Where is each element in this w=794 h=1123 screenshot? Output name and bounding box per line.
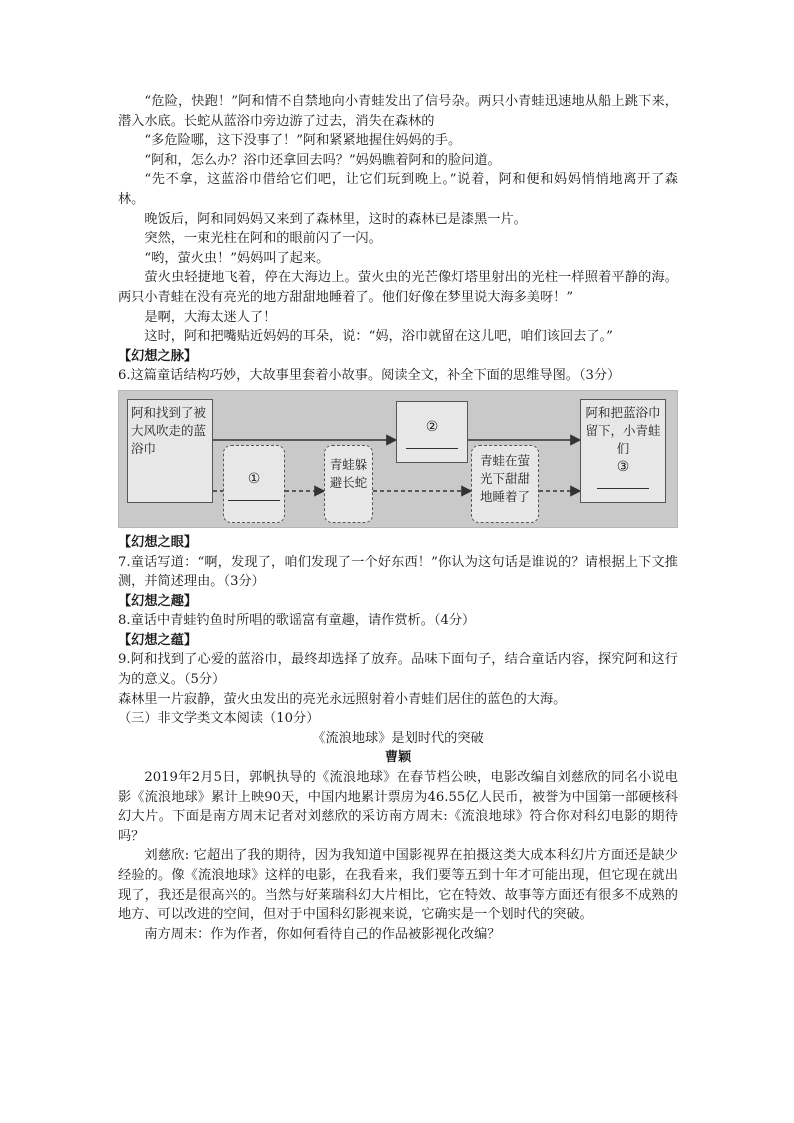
box-frog-hide-text: 青蛙躲避长蛇 [329,456,368,490]
box-frog-sleep-text: 青蛙在萤光下甜甜地睡着了 [479,452,530,504]
blank-1-number: ① [247,470,261,487]
mind-map-box-start [127,399,213,503]
question-7: 7.童话写道：“啊，发现了，咱们发现了一个好东西！”你认为这句话是谁说的？请根据上下文推测，并简述理由。（3分） [118,554,678,590]
story-paragraph: 晚饭后，阿和同妈妈又来到了森林里，这时的森林已是漆黑一片。 [144,211,527,227]
box-end-text: 阿和把蓝浴巾留下，小青蛙们 [585,404,661,456]
story-paragraph: “先不拿，这蓝浴巾借给它们吧，让它们玩到晚上。”说着，阿和便和妈妈悄悄地离开了森林。 [118,172,678,207]
article-author: 曹颖 [384,750,412,766]
story-paragraph: “哟，萤火虫！”妈妈叫了起来。 [144,250,330,266]
blank-2-number: ② [425,418,439,435]
mind-map-blank-2 [396,401,468,463]
mind-map-blank-1 [223,445,285,523]
blank-2-line [406,448,458,449]
section-header-yun: 【幻想之蕴】 [118,632,198,648]
section-header-yan: 【幻想之眼】 [118,534,198,550]
article-title: 《流浪地球》是划时代的突破 [312,730,484,746]
mind-map-box-end [580,399,666,503]
story-paragraph: 萤火虫轻捷地飞着，停在大海边上。萤火虫的光芒像灯塔里射出的光柱一样照着平静的海。两只小青蛙在没有亮光的地方甜甜地睡着了。他们好像在梦里说大海多美呀！” [118,270,678,305]
question-9-quote: 森林里一片寂静，萤火虫发出的亮光永远照射着小青蛙们居住的蓝色的大海。 [118,691,567,707]
question-9: 9.阿和找到了心爱的蓝浴巾，最终却选择了放弃。品味下面句子，结合童话内容，探究阿和这行为的意义。（5分） [118,652,678,688]
story-paragraph: “危险，快跑！”阿和情不自禁地向小青蛙发出了信号杂。两只小青蛙迅速地从船上跳下来，潜入水底。长蛇从蓝浴巾旁边游了过去，消失在森林的 [118,94,678,129]
story-paragraph: 是啊，大海太迷人了！ [144,309,277,325]
part-3-heading: （三）非文学类文本阅读（10分） [118,711,320,727]
question-6: 6.这篇童话结构巧妙，大故事里套着小故事。阅读全文，补全下面的思维导图。（3分） [118,368,621,384]
blank-1-line [228,500,280,501]
article-paragraph: 南方周末：作为作者，你如何看待自己的作品被影视化改编？ [144,926,501,942]
mind-map-box-frog-hide [324,445,373,523]
article-paragraph: 刘慈欣: 它超出了我的期待，因为我知道中国影视界在拍摄这类大成本科幻片方面还是缺少经验的。像《流浪地球》这样的电影，在我看来，我们要等五到十年才可能出现，但它现在就出现了，我还是很高兴的。当然与好莱瑞科幻大片相比，它在特效、故事等方面还有很多不成熟的地方、可以改进的空间，但对于中国科幻影视来说，它确实是一个划时代的突破。 [118,848,678,923]
box-start-text: 阿和找到了被大风吹走的蓝浴巾 [131,404,207,456]
mind-map-figure [118,390,678,528]
blank-3-line [597,488,649,489]
question-8: 8.童话中青蛙钓鱼时所唱的歌谣富有童趣，请作赏析。（4分） [118,613,476,629]
story-paragraph: “多危险哪，这下没事了！”阿和紧紧地握住妈妈的手。 [144,133,462,149]
story-paragraph: 这时，阿和把嘴贴近妈妈的耳朵，说：“妈，浴巾就留在这儿吧，咱们该回去了。” [144,329,613,345]
document-page [118,92,678,944]
mind-map-box-frog-sleep [471,445,539,523]
section-header-qu: 【幻想之趣】 [118,593,198,609]
blank-3-number: ③ [616,458,630,475]
article-paragraph: 2019年2月5日，郭帆执导的《流浪地球》在春节档公映，电影改编自刘慈欣的同名小说电影《流浪地球》累计上映90天，中国内地累计票房为46.55亿人民币，被誉为中国第一部硬核科幻大片。下面是南方周末记者对刘慈欣的采访南方周末:《流浪地球》符合你对科幻电影的期待吗？ [118,770,678,844]
section-header-mai: 【幻想之脉】 [118,348,198,364]
story-paragraph: 突然，一束光柱在阿和的眼前闪了一闪。 [144,231,382,247]
story-paragraph: “阿和，怎么办？浴巾还拿回去吗？”妈妈瞧着阿和的脸问道。 [144,152,501,168]
